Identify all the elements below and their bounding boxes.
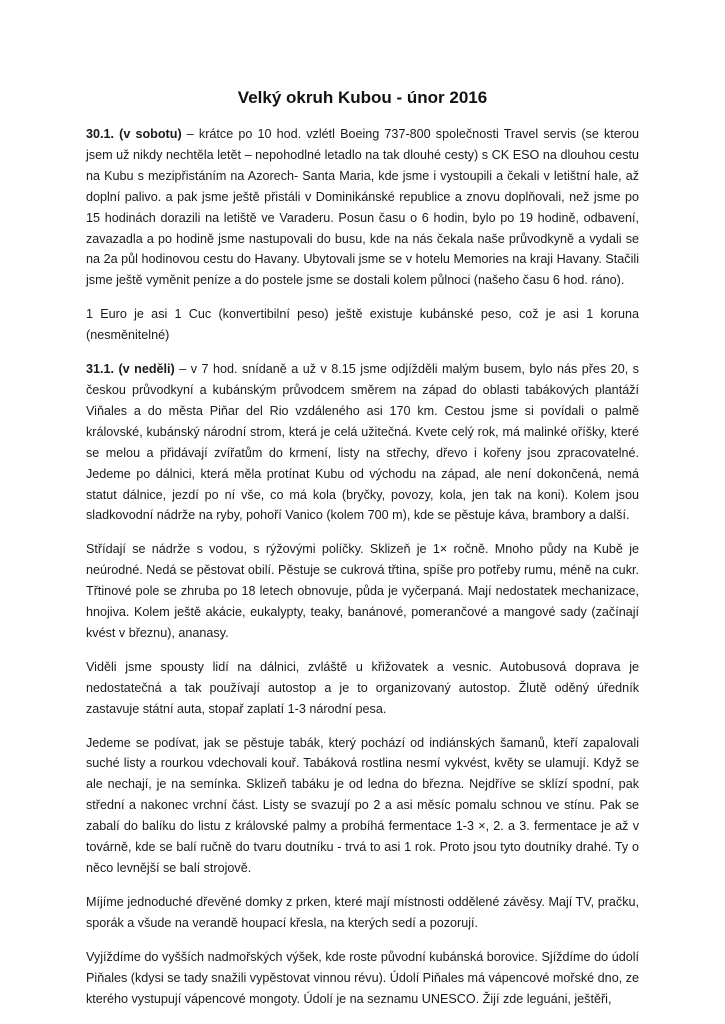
paragraph-text: Vyjíždíme do vyšších nadmořských výšek, kde roste původní kubánská borovice. Sjíždíme do údolí Piňales (kdysi se tady snažili vypěstovat vinnou révu). Údolí Piňales má vápencové mořské dno, ze kterého vystupují vápencové mongoty. Údolí je na seznamu UNESCO. Žijí zde leguáni, ještěři, bbox=[86, 949, 639, 1006]
paragraph-valley bbox=[86, 947, 639, 1010]
paragraph-30-1 bbox=[86, 124, 639, 291]
paragraph-text: – krátce po 10 hod. vzlétl Boeing 737-800 společnosti Travel servis (se kterou jsem už nikdy nechtěla letět – nepohodlné letadlo na tak dlouhé cesty) s CK ESO na dlouhou cestu na Kubu s mezipřistáním na Azorech- Santa Maria, kde jsme i vystoupili a čekali v letištní hale, až doplní palivo. a pak jsme ještě přistáli v Dominikánské republice a znovu doplňovali, než jsme po 15 hodinách dorazili na letiště ve Varaderu. Posun času o 6 hodin, bylo po 19 hodině, odbavení, zavazadla a po hodině jsme nastupovali do busu, kde na nás čekala naše průvodkyně a vydali se na 2a půl hodinovou cestu do Havany. Ubytovali jsme se v hotelu Memories na kraji Havany. Stačili jsme ještě vyměnit peníze a do postele jsme se dostali kolem půlnoci (našeho času 6 hod. ráno). bbox=[86, 127, 639, 288]
paragraph-tobacco bbox=[86, 733, 639, 879]
paragraph-hitchhiking bbox=[86, 657, 639, 720]
paragraph-text: Míjíme jednoduché dřevěné domky z prken, které mají místnosti oddělené závěsy. Mají TV, pračku, sporák a všude na verandě houpací křesla, na kterých sedí a pozorují. bbox=[86, 894, 639, 930]
paragraph-fields bbox=[86, 539, 639, 644]
paragraph-text: Viděli jsme spousty lidí na dálnici, zvláště u křižovatek a vesnic. Autobusová doprava je nedostatečná a tak používají autostop a je to organizovaný autostop. Žlutě oděný úředník zastavuje státní auta, stopař zaplatí 1-3 národní pesa. bbox=[86, 659, 639, 716]
paragraph-31-1 bbox=[86, 359, 639, 526]
paragraph-lead: 31.1. (v neděli) bbox=[86, 362, 175, 377]
paragraph-text: – v 7 hod. snídaně a už v 8.15 jsme odjížděli malým busem, bylo nás přes 20, s českou průvodkyní a kubánským průvodcem směrem na západ do oblasti tabákových plantáží Viňales a do města Piňar del Rio vzdáleného asi 170 km. Cestou jsme si povídali o palmě královské, kubánský národní strom, která je celá užitečná. Kvete celý rok, má malinké oříšky, které se melou a přidávají zvířatům do krmení, listy na střechy, dřevo i kořeny jsou zpracovatelné. Jedeme po dálnici, která měla protínat Kubu od východu na západ, ale není dokončená, nemá statut dálnice, jezdí po ní vše, co má kola (bryčky, povozy, kola, jen tak na koni). Kolem jsou sladkovodní nádrže na ryby, pohoří Vanico (kolem 700 m), kde se pěstuje káva, brambory a další. bbox=[86, 362, 639, 523]
paragraph-text: Střídají se nádrže s vodou, s rýžovými políčky. Sklizeň je 1× ročně. Mnoho půdy na Kubě je neúrodné. Nedá se pěstovat obilí. Pěstuje se cukrová třtina, spíše pro potřeby rumu, méně na cukr. Třtinové pole se zhruba po 18 letech obnovuje, půda je vyčerpaná. Mají nedostatek mechanizace, hnojiva. Kolem ještě akácie, eukalypty, teaky, banánové, pomerančové a mangové sady (začínají kvést v březnu), ananasy. bbox=[86, 542, 639, 640]
paragraph-text: 1 Euro je asi 1 Cuc (konvertibilní peso) ještě existuje kubánské peso, což je asi 1 koruna (nesměnitelné) bbox=[86, 307, 639, 343]
paragraph-lead: 30.1. (v sobotu) bbox=[86, 127, 182, 141]
paragraph-currency bbox=[86, 304, 639, 346]
paragraph-text: Jedeme se podívat, jak se pěstuje tabák, který pochází od indiánských šamanů, kteří zapalovali suché listy a rourkou vdechovali kouř. Tabáková rostlina nesmí vykvést, květy se ulamují. Když se ale nechají, je na semínka. Sklizeň tabáku je od ledna do března. Nejdříve se sklízí spodní, pak střední a nakonec vrchní část. Listy se svazují po 2 a asi měsíc pomalu schnou ve stínu. Pak se zabalí do balíku do listu z královské palmy a probíhá fermentace 1-3 ×, 2. a 3. fermentace je až v továrně, kde se balí ručně do tvaru doutníku - trvá to asi 1 rok. Proto jsou tyto doutníky drahé. Ty o něco levnější se balí strojově. bbox=[86, 735, 639, 875]
paragraph-houses bbox=[86, 892, 639, 934]
document-title: Velký okruh Kubou - únor 2016 bbox=[237, 88, 488, 107]
document-body bbox=[86, 124, 639, 1022]
